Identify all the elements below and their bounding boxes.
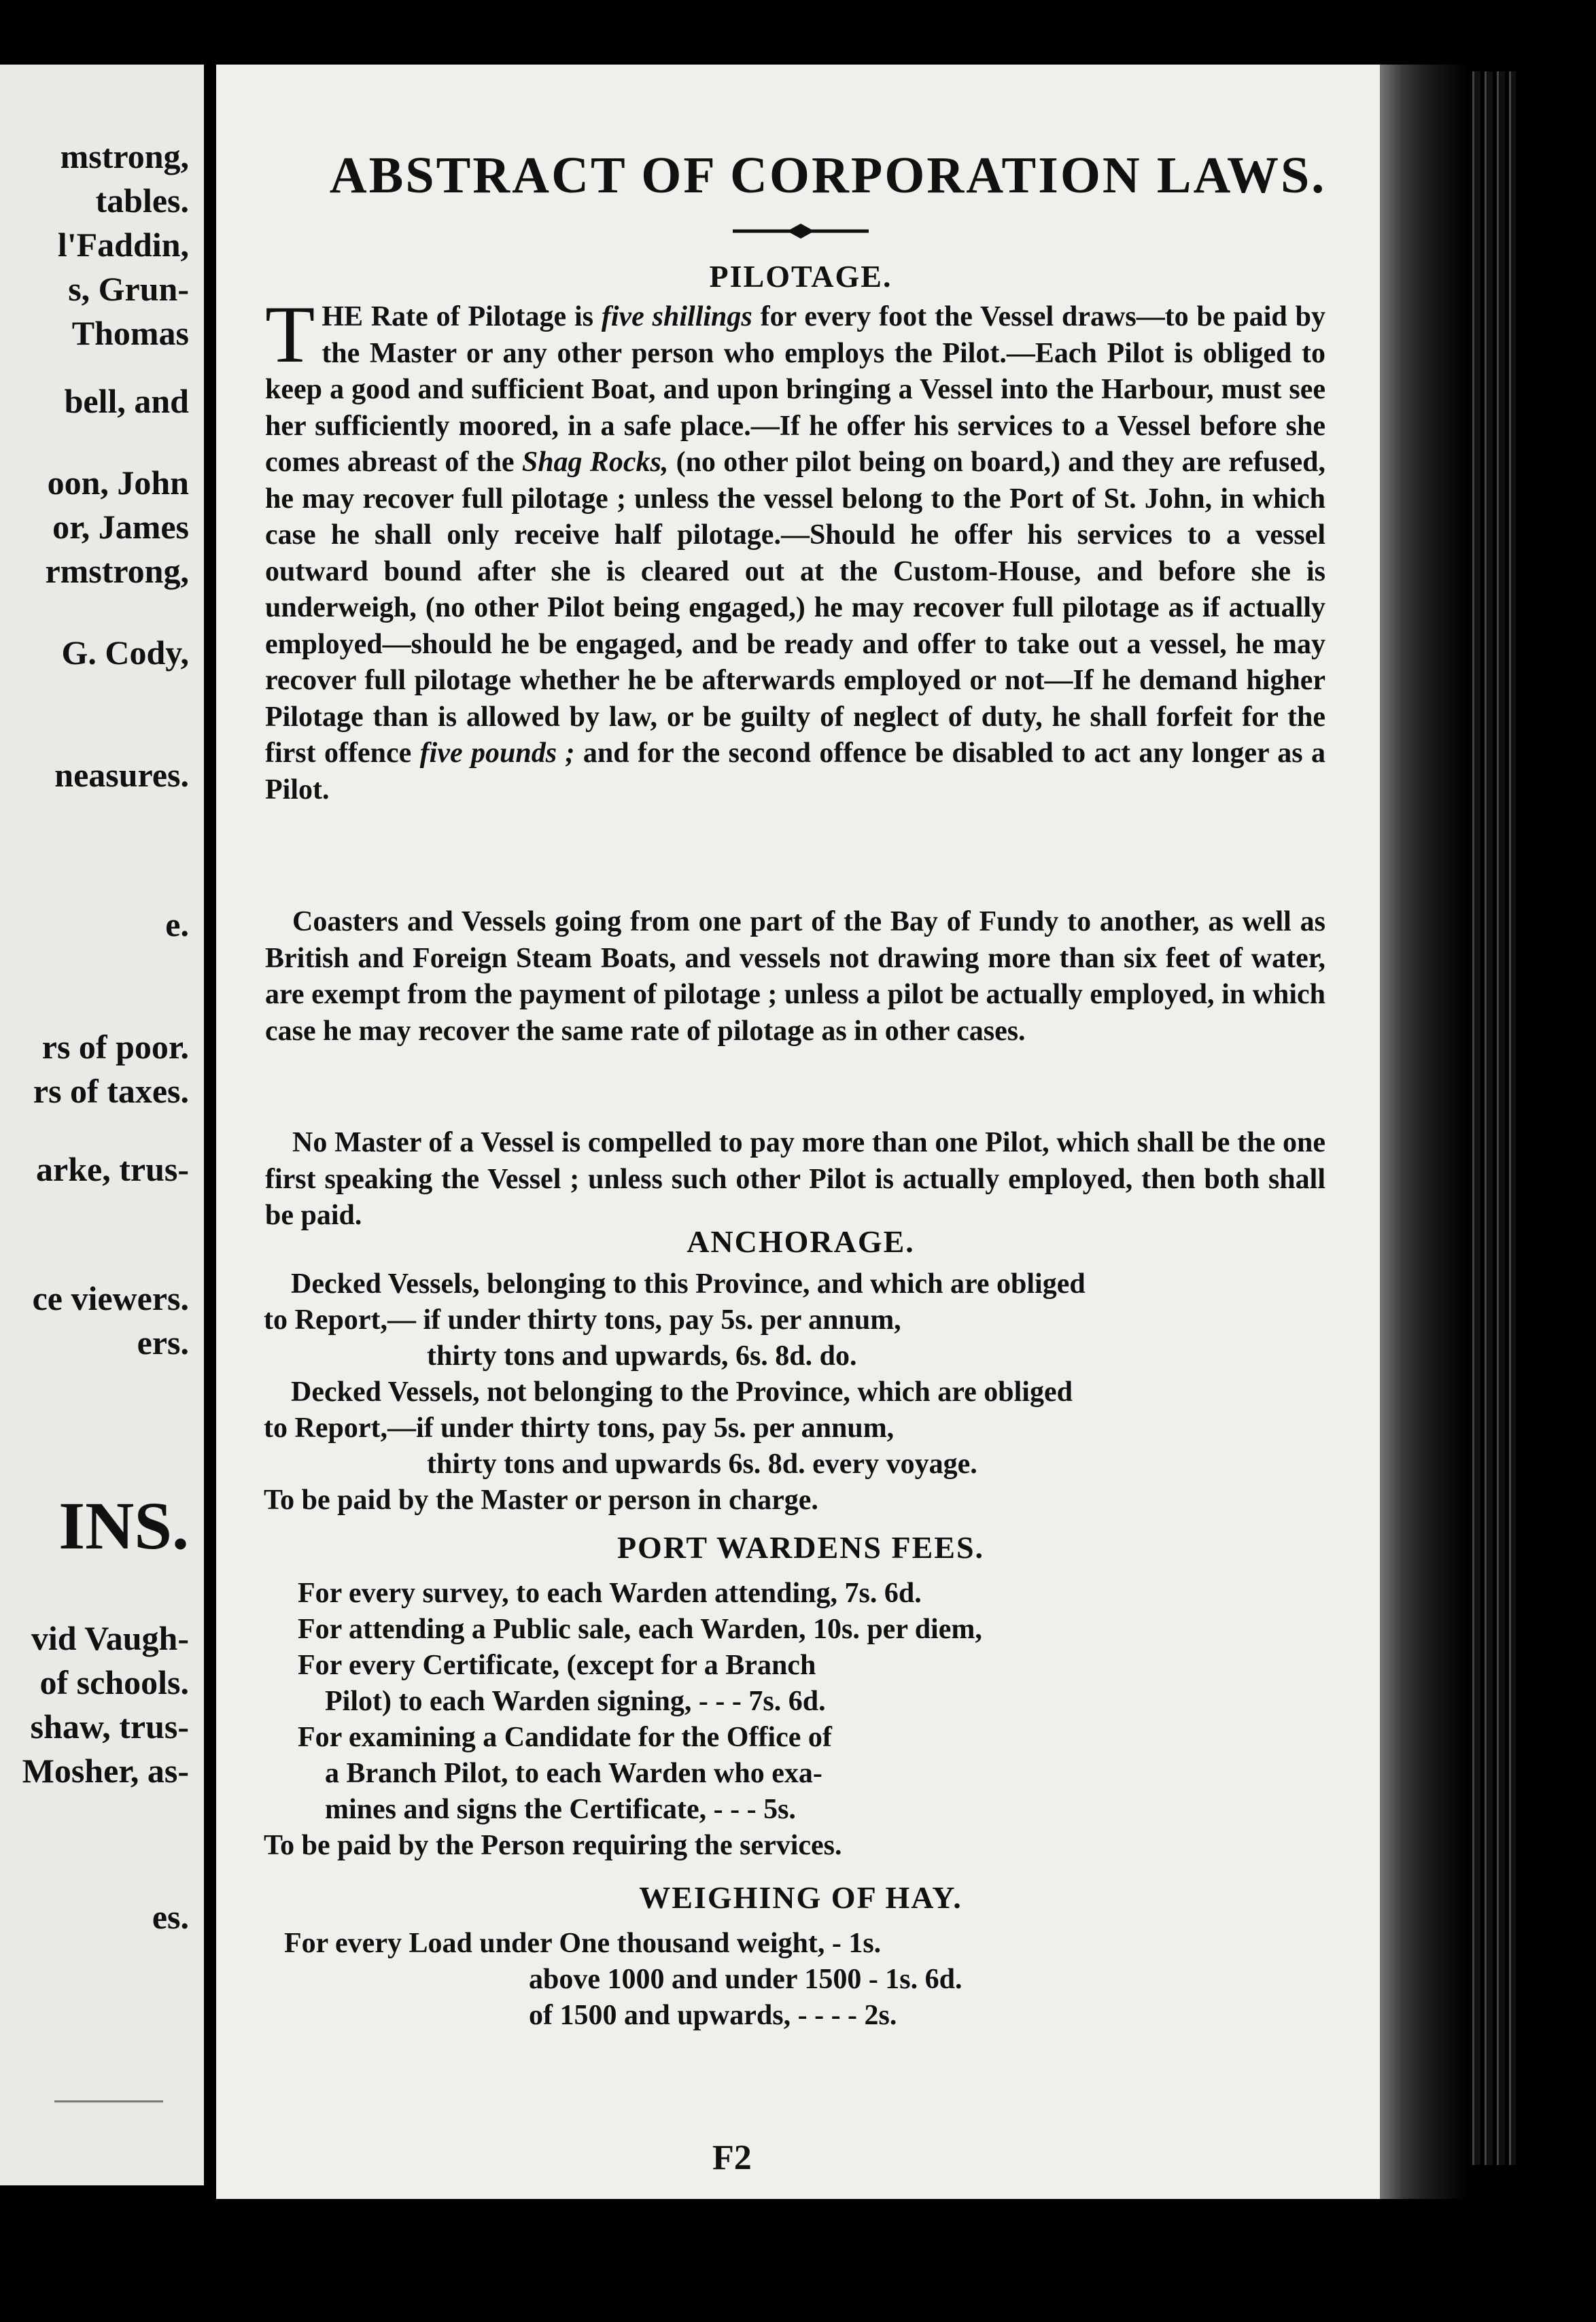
penalty-amount: five pounds ; — [419, 738, 575, 769]
facing-line: es. — [152, 1898, 189, 1936]
text-run: (no other pilot being on board,) and they are refused, he may recover full pilotage ; unless the vessel belong to the Port of St. John, in which case he shall only receive half pilotage.—Should he offer his services to a vessel outward bound after she is cleared out at the Custom-House, and before she is underweigh, (no other Pilot being engaged,) he may recover full pilotage as if actually employed—should he be engaged, and be ready and offer to take out a vessel, he may recover full pilotage whether he be afterwards employed or not—If he demand higher Pilotage than is allowed by law, or be guilty of neglect of duty, he shall forfeit for the first offence — [265, 447, 1325, 769]
facing-line: neasures. — [54, 756, 189, 794]
facing-line: vid Vaugh- — [31, 1619, 189, 1657]
anchorage-line: to Report,— if under thirty tons, pay 5s. per annum, — [264, 1304, 901, 1336]
facing-line: oon, John — [47, 464, 189, 502]
pilotage-paragraph-2: Coasters and Vessels going from one part of the Bay of Fundy to another, as well as British and Foreign Steam Boats, and vessels not drawing more than six feet of water, are exempt from the payment of pilotage ; unless a pilot be actually employed, in which case he may recover the same rate of pilotage as in other cases. — [265, 906, 1325, 1047]
section-heading-pilotage: PILOTAGE. — [709, 259, 892, 294]
facing-line: rs of poor. — [41, 1028, 189, 1066]
hay-fee-line: For every Load under One thousand weight, - 1s. — [284, 1928, 882, 1959]
main-page — [216, 65, 1385, 2199]
section-heading-port-wardens: PORT WARDENS FEES. — [617, 1530, 985, 1565]
facing-line: ers. — [137, 1323, 189, 1362]
pilotage-paragraph-1 — [265, 289, 1325, 808]
facing-line: e. — [165, 905, 189, 943]
anchorage-line: thirty tons and upwards, 6s. 8d. do. — [427, 1340, 857, 1372]
wardens-fee-line: To be paid by the Person requiring the services. — [264, 1830, 842, 1861]
facing-line: s, Grun- — [68, 270, 189, 308]
wardens-fee-line: For every Certificate, (except for a Branch — [298, 1650, 816, 1681]
facing-rule — [54, 2100, 163, 2102]
section-heading-anchorage: ANCHORAGE. — [687, 1224, 915, 1259]
facing-line: G. Cody, — [61, 634, 189, 672]
anchorage-line: thirty tons and upwards 6s. 8d. every voyage. — [427, 1449, 977, 1480]
facing-line: mstrong, — [60, 137, 189, 175]
book-gutter — [204, 41, 218, 2257]
facing-line: l'Faddin, — [57, 226, 189, 264]
wardens-fee-line: For attending a Public sale, each Warden, 10s. per diem, — [298, 1614, 982, 1645]
pilotage-rate: five shillings — [601, 301, 752, 332]
anchorage-line: to Report,—if under thirty tons, pay 5s. per annum, — [264, 1413, 895, 1444]
wardens-fee-line: a Branch Pilot, to each Warden who exa- — [325, 1758, 822, 1789]
facing-line: tables. — [95, 181, 189, 220]
page-edge-shadow — [1380, 65, 1468, 2199]
signature-mark: F2 — [712, 2138, 752, 2177]
text-run: and for the second offence be disabled to act any longer as a Pilot. — [265, 738, 1325, 805]
facing-line: arke, trus- — [36, 1150, 189, 1188]
facing-line: Mosher, as- — [22, 1752, 189, 1790]
pilotage-paragraph-3: No Master of a Vessel is compelled to pay more than one Pilot, which shall be the one first speaking the Vessel ; unless such other Pilot is actually employed, then both shall be paid. — [265, 1127, 1325, 1231]
facing-heading: INS. — [58, 1488, 189, 1563]
section-heading-hay: WEIGHING OF HAY. — [639, 1880, 962, 1915]
wardens-fee-line: Pilot) to each Warden signing, - - - 7s. 6d. — [325, 1686, 826, 1717]
book-page-edges — [1468, 71, 1516, 2165]
facing-line: Thomas — [71, 314, 189, 352]
facing-line: rmstrong, — [45, 552, 189, 590]
text-run: for every foot the Vessel draws—to be paid by the Master or any other person who employs the Pilot.—Each Pilot is obliged to keep a good and sufficient Boat, and upon bringing a Vessel into the Harbour, must see her sufficiently moored, in a safe place.—If he offer his services to a Vessel before she comes abreast of the — [265, 301, 1325, 478]
text-run: HE Rate of Pilotage is — [322, 301, 602, 332]
facing-line: or, James — [52, 508, 189, 546]
ornament-divider-icon — [733, 221, 869, 241]
anchorage-line: Decked Vessels, not belonging to the Province, which are obliged — [291, 1376, 1073, 1408]
hay-fee-line: of 1500 and upwards, - - - - 2s. — [529, 2000, 897, 2031]
wardens-fee-line: For examining a Candidate for the Office of — [298, 1722, 832, 1753]
wardens-fee-line: For every survey, to each Warden attending, 7s. 6d. — [298, 1578, 922, 1609]
facing-line: rs of taxes. — [33, 1072, 189, 1110]
facing-line: ce viewers. — [32, 1279, 189, 1317]
facing-page-fragment — [0, 65, 204, 2185]
wardens-fee-line: mines and signs the Certificate, - - - 5s. — [325, 1794, 796, 1825]
anchorage-line: To be paid by the Master or person in charge. — [264, 1485, 818, 1516]
shag-rocks: Shag Rocks, — [521, 447, 669, 478]
facing-line: shaw, trus- — [30, 1708, 189, 1746]
hay-fee-line: above 1000 and under 1500 - 1s. 6d. — [529, 1964, 962, 1995]
anchorage-line: Decked Vessels, belonging to this Province, and which are obliged — [291, 1268, 1086, 1300]
page-title: ABSTRACT OF CORPORATION LAWS. — [329, 147, 1327, 204]
facing-line: bell, and — [64, 382, 189, 420]
drop-cap: T — [265, 289, 315, 379]
facing-line: of schools. — [39, 1663, 189, 1701]
